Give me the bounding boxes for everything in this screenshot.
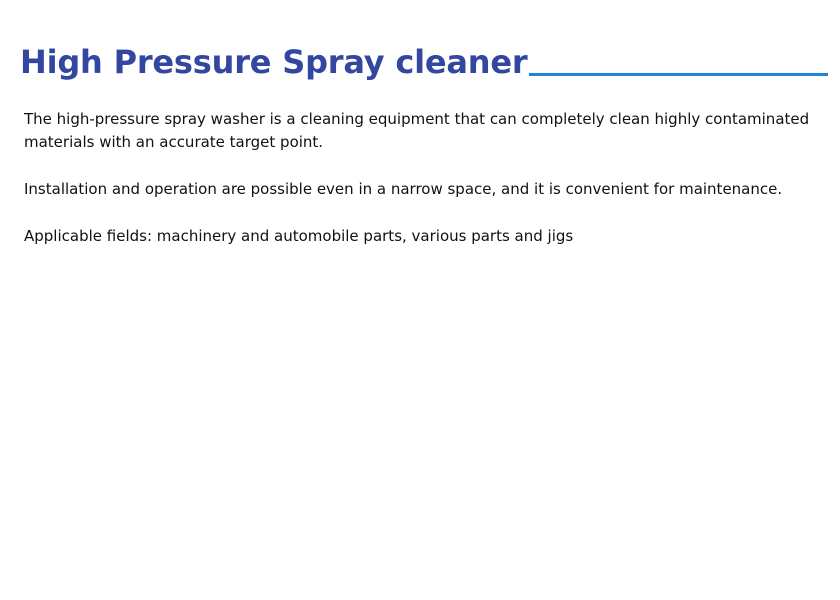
title-underline-rule (529, 73, 828, 76)
title-row (20, 38, 828, 86)
page-title: High Pressure Spray cleaner (20, 43, 528, 81)
description-body (24, 108, 820, 272)
applicable-fields-paragraph: Applicable fields: machinery and automobile parts, various parts and jigs (24, 227, 574, 245)
description-paragraph-1: The high-pressure spray washer is a cleaning equipment that can completely clean highly contaminated materials with an accurate target point. (24, 110, 810, 151)
description-paragraph-2: Installation and operation are possible even in a narrow space, and it is convenient for maintenance. (24, 180, 783, 198)
